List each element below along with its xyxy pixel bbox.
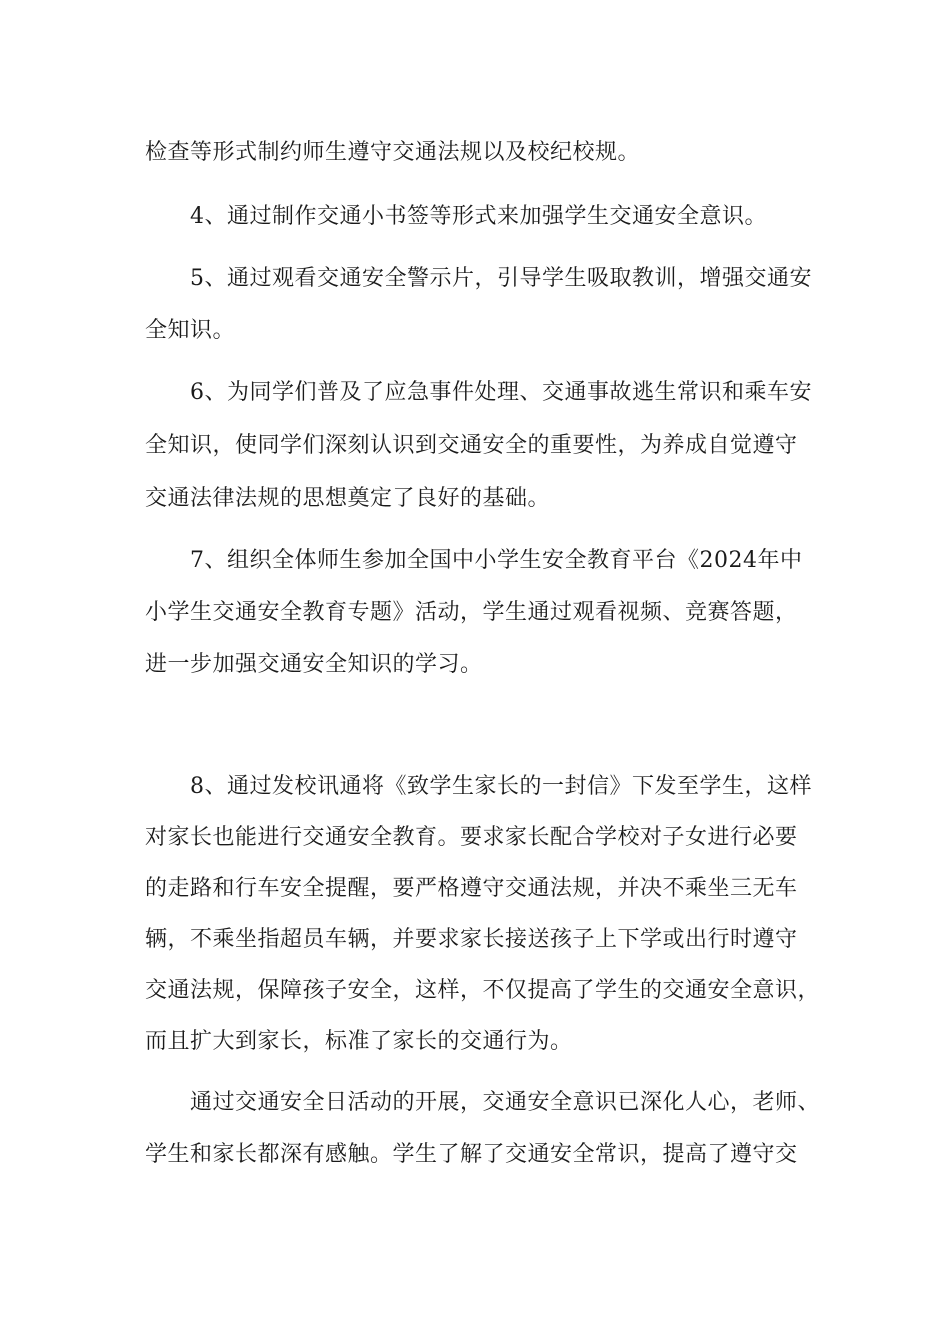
text-line: 而且扩大到家长，标准了家长的交通行为。 <box>145 1029 573 1054</box>
text-line: 学生和家长都深有感触。学生了解了交通安全常识，提高了遵守交 <box>145 1142 798 1167</box>
text-line: 小学生交通安全教育专题》活动，学生通过观看视频、竞赛答题， <box>145 600 798 625</box>
text-line: 5、通过观看交通安全警示片，引导学生吸取教训，增强交通安 <box>190 266 812 291</box>
text-line: 8、通过发校讯通将《致学生家长的一封信》下发至学生，这样 <box>190 774 812 799</box>
text-line: 检查等形式制约师生遵守交通法规以及校纪校规。 <box>145 140 641 165</box>
text-line: 全知识，使同学们深刻认识到交通安全的重要性，为养成自觉遵守 <box>145 433 798 458</box>
text-line: 交通法律法规的思想奠定了良好的基础。 <box>145 486 551 511</box>
text-line: 6、为同学们普及了应急事件处理、交通事故逃生常识和乘车安 <box>190 380 812 405</box>
text-line: 7、组织全体师生参加全国中小学生安全教育平台《2024年中 <box>190 548 803 573</box>
text-line: 对家长也能进行交通安全教育。要求家长配合学校对子女进行必要 <box>145 825 798 850</box>
text-line: 交通法规，保障孩子安全，这样，不仅提高了学生的交通安全意识， <box>145 978 821 1003</box>
text-line: 辆，不乘坐指超员车辆，并要求家长接送孩子上下学或出行时遵守 <box>145 927 798 952</box>
text-line: 通过交通安全日活动的开展，交通安全意识已深化人心，老师、 <box>190 1090 821 1115</box>
text-line: 4、通过制作交通小书签等形式来加强学生交通安全意识。 <box>190 204 767 229</box>
text-line: 进一步加强交通安全知识的学习。 <box>145 652 483 677</box>
text-line: 全知识。 <box>145 318 236 343</box>
text-line: 的走路和行车安全提醒，要严格遵守交通法规，并决不乘坐三无车 <box>145 876 798 901</box>
